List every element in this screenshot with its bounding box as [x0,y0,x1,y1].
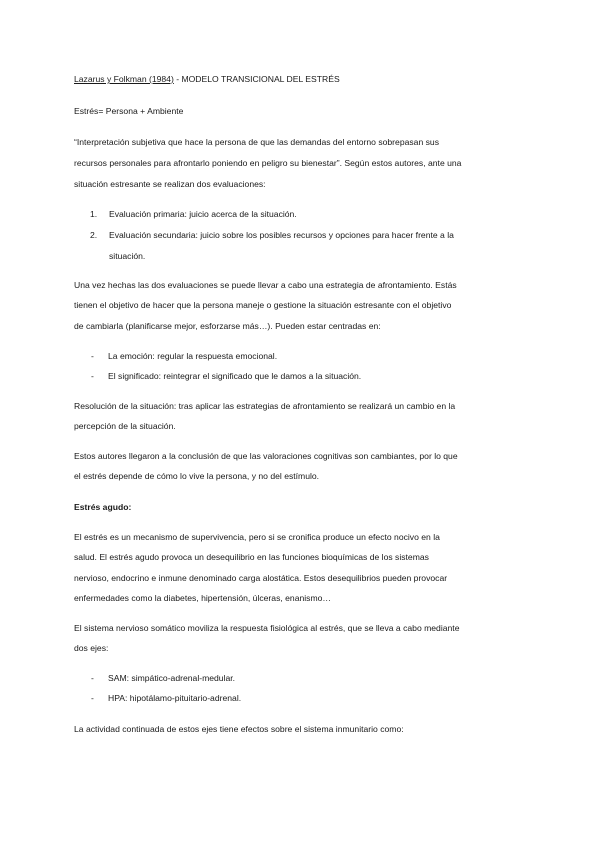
stress-formula: Estrés= Persona + Ambiente [74,106,184,116]
evaluation-number: 1. [90,209,98,219]
acute-stress-heading: Estrés agudo: [74,502,132,512]
acute-line: nervioso, endocrino e inmune denominado carga alostática. Estos desequilibrios pueden provocar [74,573,448,583]
list-dash: - [91,371,94,381]
acute-line: El estrés es un mecanismo de supervivencia, pero si se cronifica produce un efecto nocivo en la [74,532,440,542]
evaluation-secondary: Evaluación secundaria: juicio sobre los posibles recursos y opciones para hacer frente a la [109,230,454,240]
coping-target-meaning: El significado: reintegrar el significado que le damos a la situación. [108,371,362,381]
document-title [74,73,340,85]
evaluation-primary: Evaluación primaria: juicio acerca de la situación. [109,209,297,219]
resolution-line: percepción de la situación. [74,421,176,431]
coping-line: de cambiarla (planificarse mejor, esforzarse más…). Pueden estar centradas en: [74,321,381,331]
title-author-reference: Lazarus y Folkman (1984) [74,74,174,84]
quote-line: recursos personales para afrontarlo poniendo en peligro su bienestar”. Según estos autores, ante una [74,158,462,168]
list-dash: - [91,693,94,703]
evaluation-secondary-continued: situación. [109,251,146,261]
axis-hpa: HPA: hipotálamo-pituitario-adrenal. [108,693,242,703]
acute-line: enfermedades como la diabetes, hipertensión, úlceras, enanismo… [74,593,332,603]
coping-line: Una vez hechas las dos evaluaciones se puede llevar a cabo una estrategia de afrontamiento. Estás [74,280,457,290]
quote-line: situación estresante se realizan dos evaluaciones: [74,179,266,189]
acute-line: salud. El estrés agudo provoca un desequilibrio en las funciones bioquímicas de los sistemas [74,552,429,562]
list-dash: - [91,351,94,361]
conclusion-line: el estrés depende de cómo lo vive la persona, y no del estímulo. [74,471,320,481]
list-dash: - [91,673,94,683]
resolution-line: Resolución de la situación: tras aplicar las estrategias de afrontamiento se realizará un cambio en la [74,401,456,411]
title-model-name: - MODELO TRANSICIONAL DEL ESTRÉS [173,74,340,84]
conclusion-line: Estos autores llegaron a la conclusión de que las valoraciones cognitivas son cambiantes, por lo que [74,451,458,461]
evaluation-number: 2. [90,230,98,240]
coping-target-emotion: La emoción: regular la respuesta emocional. [108,351,278,361]
axis-sam: SAM: simpático-adrenal-medular. [108,673,236,683]
quote-line: “Interpretación subjetiva que hace la persona de que las demandas del entorno sobrepasan sus [74,137,439,147]
final-line: La actividad continuada de estos ejes tiene efectos sobre el sistema inmunitario como: [74,724,404,734]
nervous-system-line: dos ejes: [74,643,109,653]
coping-line: tienen el objetivo de hacer que la persona maneje o gestione la situación estresante con el objetivo [74,300,452,310]
nervous-system-line: El sistema nervioso somático moviliza la respuesta fisiológica al estrés, que se lleva a cabo mediante [74,623,460,633]
